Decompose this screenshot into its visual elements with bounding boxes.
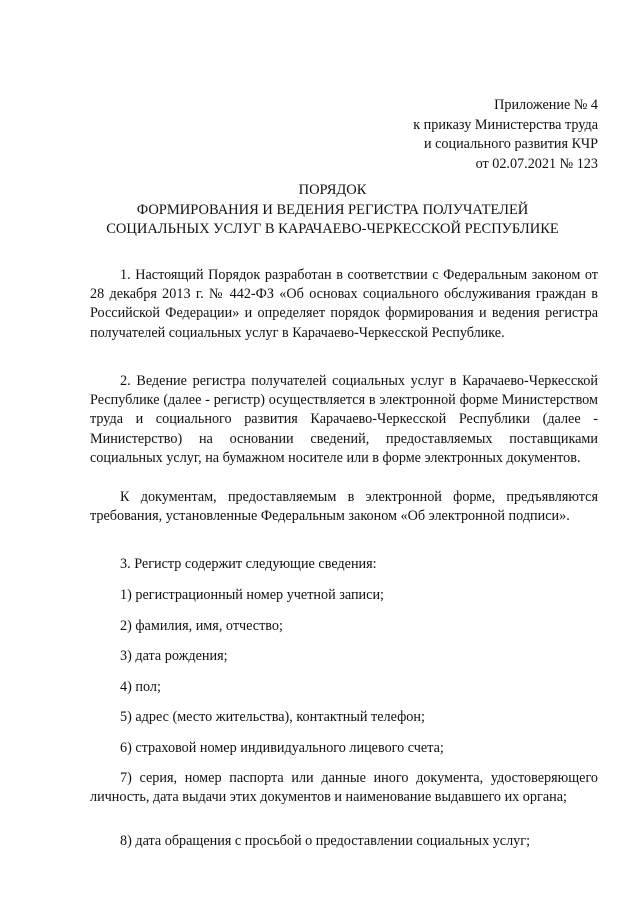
- list-item: 6) страховой номер индивидуального лицевого счета;: [120, 740, 444, 756]
- paragraph-4: 3. Регистр содержит следующие сведения:: [120, 556, 377, 572]
- appendix-header: [413, 96, 598, 174]
- appendix-order-ref: к приказу Министерства труда: [413, 116, 598, 133]
- list-item: 5) адрес (место жительства), контактный телефон;: [120, 709, 425, 725]
- paragraph-1: 1. Настоящий Порядок разработан в соответствии с Федеральным законом от 28 декабря 2013 г. № 442-ФЗ «Об основах социального обслуживания граждан в Российской Федерации» и определяет порядок формирования и ведения регистра получателей социальных услуг в Карачаево-Черкесской Республике.: [90, 267, 598, 341]
- title-line-1: ПОРЯДОК: [298, 182, 367, 198]
- appendix-date-number: от 02.07.2021 № 123: [475, 155, 598, 172]
- list-item: 4) пол;: [120, 679, 161, 695]
- paragraph-3: К документам, предоставляемым в электронной форме, предъявляются требования, установленные Федеральным законом «Об электронной подписи».: [90, 489, 598, 525]
- document-title: [60, 181, 605, 240]
- appendix-ministry: и социального развития КЧР: [423, 136, 598, 152]
- title-line-3: СОЦИАЛЬНЫХ УСЛУГ В КАРАЧАЕВО-ЧЕРКЕССКОЙ РЕСПУБЛИКЕ: [106, 221, 559, 237]
- title-line-2: ФОРМИРОВАНИЯ И ВЕДЕНИЯ РЕГИСТРА ПОЛУЧАТЕЛЕЙ: [136, 201, 529, 218]
- paragraph-2: 2. Ведение регистра получателей социальных услуг в Карачаево-Черкесской Республике (далее - регистр) осуществляется в электронной форме Министерством труда и социального развития Карачаево-Черкесской Республики (далее - Министерство) на основании сведений, предоставляемых поставщиками социальных услуг, на бумажном носителе или в форме электронных документов.: [90, 373, 598, 466]
- list-item: 3) дата рождения;: [120, 648, 228, 664]
- list-item: 8) дата обращения с просьбой о предоставлении социальных услуг;: [120, 833, 531, 849]
- appendix-number: Приложение № 4: [494, 97, 598, 113]
- list-item: 1) регистрационный номер учетной записи;: [120, 587, 384, 603]
- list-item: 2) фамилия, имя, отчество;: [120, 618, 283, 634]
- list-item: 7) серия, номер паспорта или данные иного документа, удостоверяющего личность, дата выдачи этих документов и наименование выдавшего их органа;: [90, 770, 598, 806]
